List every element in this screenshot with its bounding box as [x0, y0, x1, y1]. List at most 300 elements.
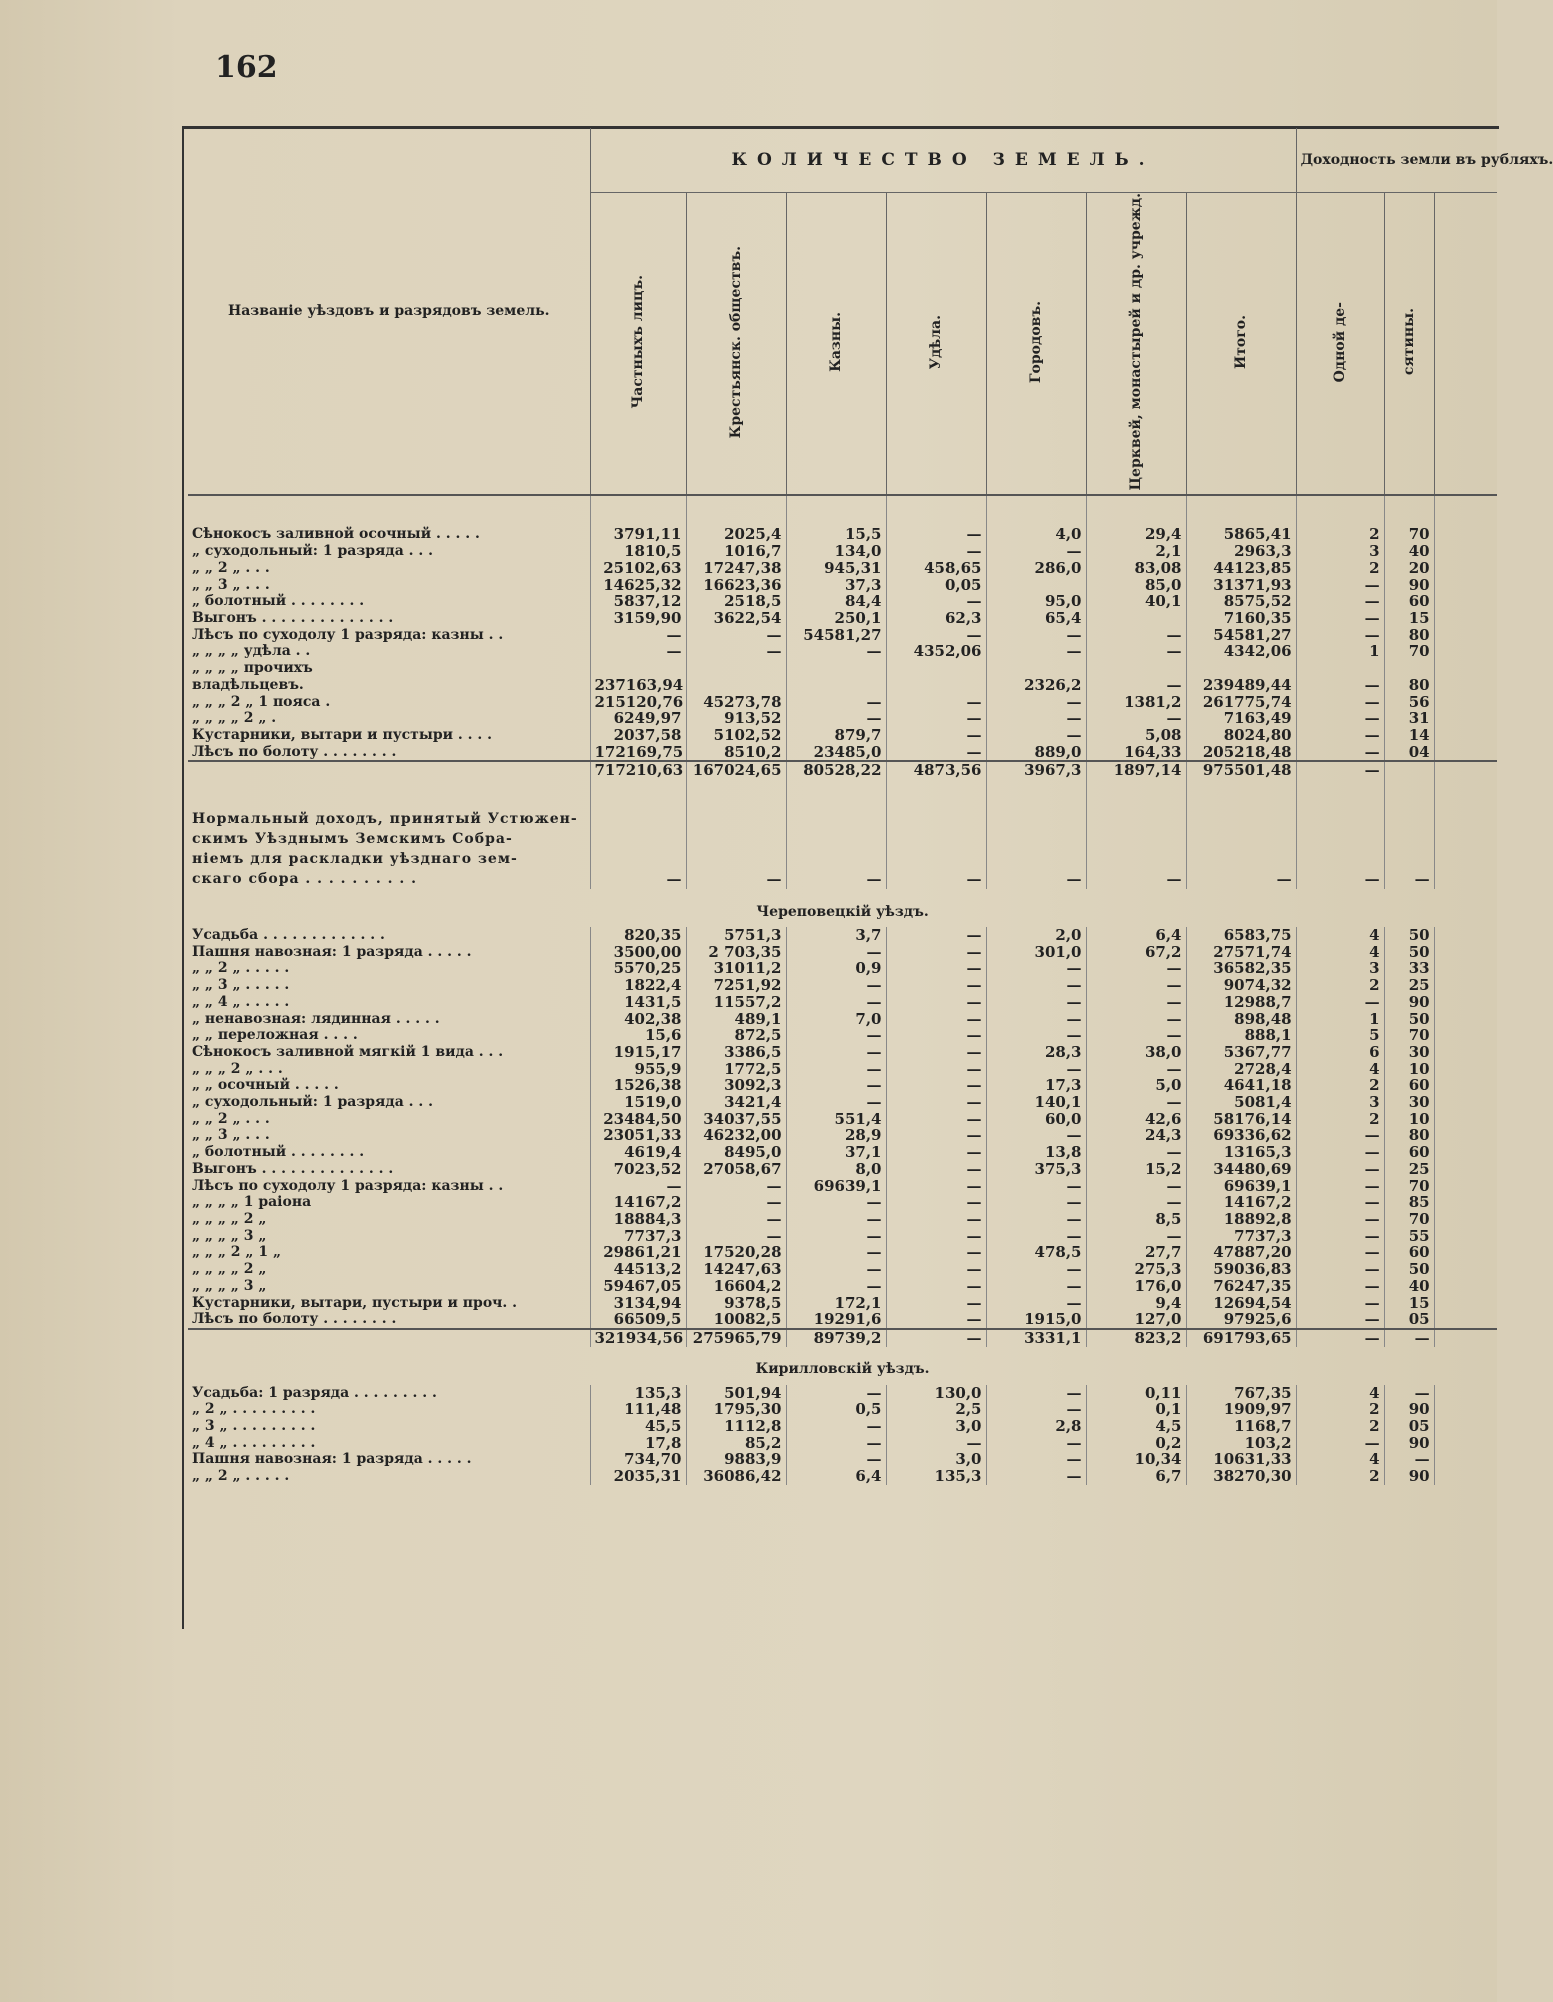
table-cell: 45,5 — [590, 1418, 686, 1435]
table-cell — [1434, 643, 1497, 660]
table-cell — [786, 809, 886, 829]
table-cell: 40 — [1384, 543, 1434, 560]
table-cell: — — [1186, 869, 1296, 889]
table-cell: — — [786, 944, 886, 961]
table-cell: — — [886, 1211, 986, 1228]
table-cell: — — [1296, 1228, 1384, 1245]
row-label: владѣльцевъ. — [192, 676, 304, 693]
table-cell: 4873,56 — [886, 761, 986, 779]
table-cell: 15,6 — [590, 1027, 686, 1044]
table-row — [188, 593, 1497, 610]
header-col-income-kop: сятины. — [1384, 193, 1434, 496]
table-cell — [886, 660, 986, 677]
table-cell: — — [1384, 1385, 1434, 1402]
table-cell — [1434, 1094, 1497, 1111]
table-cell: 28,9 — [786, 1127, 886, 1144]
table-cell: 70 — [1384, 643, 1434, 660]
table-cell: — — [786, 1211, 886, 1228]
table-cell: 6249,97 — [590, 710, 686, 727]
table-cell: — — [886, 744, 986, 762]
table-cell — [1384, 809, 1434, 829]
table-cell: 135,3 — [886, 1468, 986, 1485]
table-cell: — — [986, 543, 1086, 560]
table-cell — [1296, 849, 1384, 869]
table-cell — [686, 809, 786, 829]
table-cell: 8495,0 — [686, 1144, 786, 1161]
table-cell: — — [886, 1061, 986, 1078]
table-cell: 19291,6 — [786, 1311, 886, 1329]
table-cell: 25 — [1384, 977, 1434, 994]
table-cell: — — [986, 1011, 1086, 1028]
row-label: Усадьба . . . . . . . . . . . . . — [192, 927, 385, 944]
table-cell: — — [886, 1127, 986, 1144]
table-cell: 1519,0 — [590, 1094, 686, 1111]
table-cell: — — [986, 627, 1086, 644]
table-cell: — — [786, 1261, 886, 1278]
table-cell — [1434, 593, 1497, 610]
row-label: Нормальный доходъ, принятый Устюжен- — [192, 811, 578, 828]
table-cell: 820,35 — [590, 927, 686, 944]
table-cell: 69639,1 — [1186, 1178, 1296, 1195]
table-cell: 1431,5 — [590, 994, 686, 1011]
table-cell: — — [1296, 610, 1384, 627]
table-cell: — — [786, 643, 886, 660]
table-cell: — — [986, 1385, 1086, 1402]
table-cell — [686, 677, 786, 694]
table-cell: 67,2 — [1086, 944, 1186, 961]
table-cell: 31 — [1384, 710, 1434, 727]
row-label: „ суходольный: 1 разряда . . . — [192, 1094, 434, 1111]
table-cell — [1434, 1111, 1497, 1128]
table-cell — [1434, 495, 1497, 526]
table-cell — [1434, 1261, 1497, 1278]
table-cell: 44513,2 — [590, 1261, 686, 1278]
land-table — [188, 128, 1553, 1486]
table-cell: — — [886, 1244, 986, 1261]
table-cell: — — [786, 994, 886, 1011]
table-cell: 127,0 — [1086, 1311, 1186, 1329]
section-heading-row — [188, 1347, 1497, 1385]
table-cell: 66509,5 — [590, 1311, 686, 1329]
table-cell: 2728,4 — [1186, 1061, 1296, 1078]
table-cell: 90 — [1384, 1468, 1434, 1485]
table-cell: — — [1086, 677, 1186, 694]
table-cell: — — [1086, 1061, 1186, 1078]
row-label: „ ненавозная: лядинная . . . . . — [192, 1010, 440, 1027]
table-cell: — — [1296, 577, 1384, 594]
table-cell — [1434, 744, 1497, 762]
table-cell: — — [1384, 1451, 1434, 1468]
table-cell: 34480,69 — [1186, 1161, 1296, 1178]
table-cell: — — [1296, 869, 1384, 889]
table-row — [188, 1111, 1497, 1128]
table-cell: 2 703,35 — [686, 944, 786, 961]
table-cell: — — [986, 1027, 1086, 1044]
table-row — [188, 1435, 1497, 1452]
table-cell: 2025,4 — [686, 526, 786, 543]
table-cell: 30 — [1384, 1094, 1434, 1111]
table-cell — [590, 829, 686, 849]
table-cell: 5751,3 — [686, 927, 786, 944]
table-cell: 3791,11 — [590, 526, 686, 543]
table-cell: 1 — [1296, 1011, 1384, 1028]
table-cell: 10 — [1384, 1111, 1434, 1128]
table-cell: — — [986, 1261, 1086, 1278]
table-cell: 37,1 — [786, 1144, 886, 1161]
table-cell: 80 — [1384, 677, 1434, 694]
table-cell — [590, 779, 686, 809]
row-label — [188, 761, 590, 779]
table-cell — [1296, 660, 1384, 677]
table-cell: 1 — [1296, 643, 1384, 660]
table-cell: — — [986, 727, 1086, 744]
table-cell: — — [686, 643, 786, 660]
header-col-private: Частныхъ лицъ. — [590, 193, 686, 496]
row-label: „ „ 2 „ . . . . . — [192, 960, 290, 977]
header-land-quantity: КОЛИЧЕСТВО ЗЕМЕЛЬ. — [590, 128, 1296, 193]
table-cell: — — [1296, 994, 1384, 1011]
table-cell: — — [886, 1178, 986, 1195]
table-cell — [986, 779, 1086, 809]
table-cell: — — [886, 869, 986, 889]
table-cell — [1434, 1178, 1497, 1195]
table-cell: — — [786, 869, 886, 889]
table-cell: 5570,25 — [590, 960, 686, 977]
table-cell: 15,5 — [786, 526, 886, 543]
table-cell: 16623,36 — [686, 577, 786, 594]
header-income: Доходность земли въ рубляхъ. — [1296, 128, 1497, 193]
table-cell: 111,48 — [590, 1401, 686, 1418]
table-cell — [1186, 779, 1296, 809]
table-cell: — — [786, 1194, 886, 1211]
table-cell: 172,1 — [786, 1295, 886, 1312]
table-row — [188, 710, 1497, 727]
table-cell: 140,1 — [986, 1094, 1086, 1111]
row-label: Сѣнокосъ заливной мягкій 1 вида . . . — [192, 1043, 504, 1060]
row-label: „ болотный . . . . . . . . — [192, 1144, 365, 1161]
table-cell — [1434, 1278, 1497, 1295]
row-label: „ „ „ 2 „ . . . — [192, 1060, 283, 1077]
table-cell: 6,7 — [1086, 1468, 1186, 1485]
table-cell: 879,7 — [786, 727, 886, 744]
table-cell: — — [986, 977, 1086, 994]
table-cell — [1434, 1295, 1497, 1312]
table-cell — [1434, 1244, 1497, 1261]
table-cell: 10082,5 — [686, 1311, 786, 1329]
table-cell: — — [686, 1228, 786, 1245]
table-cell: 14 — [1384, 727, 1434, 744]
table-cell: 0,05 — [886, 577, 986, 594]
table-row — [188, 727, 1497, 744]
table-cell: 15,2 — [1086, 1161, 1186, 1178]
table-cell — [1384, 779, 1434, 809]
table-cell: 15 — [1384, 610, 1434, 627]
table-cell: 1016,7 — [686, 543, 786, 560]
table-cell: — — [886, 994, 986, 1011]
table-row — [188, 977, 1497, 994]
table-row — [188, 627, 1497, 644]
table-cell: 4 — [1296, 1061, 1384, 1078]
table-cell: 2963,3 — [1186, 543, 1296, 560]
table-cell: 8,0 — [786, 1161, 886, 1178]
table-row — [188, 1211, 1497, 1228]
row-label: „ „ „ „ 3 „ — [192, 1227, 267, 1244]
table-cell: — — [786, 1061, 886, 1078]
table-cell: 80528,22 — [786, 761, 886, 779]
table-cell: 18884,3 — [590, 1211, 686, 1228]
table-cell — [786, 677, 886, 694]
row-label: Пашня навозная: 1 разряда . . . . . — [192, 943, 472, 960]
table-cell: 46232,00 — [686, 1127, 786, 1144]
table-cell: — — [986, 1468, 1086, 1485]
table-cell: — — [1296, 1244, 1384, 1261]
table-cell: 20 — [1384, 560, 1434, 577]
table-cell: 62,3 — [886, 610, 986, 627]
table-cell: 54581,27 — [786, 627, 886, 644]
table-cell: — — [686, 1194, 786, 1211]
table-cell: 286,0 — [986, 560, 1086, 577]
row-label: ніемъ для раскладки уѣзднаго зем- — [192, 851, 518, 868]
table-cell: 4 — [1296, 1385, 1384, 1402]
table-cell: 29861,21 — [590, 1244, 686, 1261]
header-col-churches: Церквей, монастырей и др. учрежд. — [1086, 193, 1186, 496]
table-cell: — — [886, 1278, 986, 1295]
table-cell: 60 — [1384, 1244, 1434, 1261]
table-cell: — — [786, 1228, 886, 1245]
table-cell: 4641,18 — [1186, 1077, 1296, 1094]
table-cell: — — [1086, 643, 1186, 660]
table-cell — [1086, 829, 1186, 849]
table-cell: — — [590, 1178, 686, 1195]
table-cell: 85 — [1384, 1194, 1434, 1211]
table-cell: 717210,63 — [590, 761, 686, 779]
row-label: Усадьба: 1 разряда . . . . . . . . . — [192, 1384, 437, 1401]
table-cell — [1434, 1011, 1497, 1028]
table-cell — [1434, 1194, 1497, 1211]
table-cell: — — [986, 1401, 1086, 1418]
table-row — [188, 1027, 1497, 1044]
table-cell: — — [886, 944, 986, 961]
table-cell: 7737,3 — [1186, 1228, 1296, 1245]
table-cell — [786, 849, 886, 869]
table-cell: — — [1086, 1011, 1186, 1028]
table-cell: — — [1296, 1278, 1384, 1295]
table-cell: 24,3 — [1086, 1127, 1186, 1144]
table-cell — [590, 849, 686, 869]
header-col-towns: Городовъ. — [986, 193, 1086, 496]
table-cell: 1381,2 — [1086, 694, 1186, 711]
table-cell: 04 — [1384, 744, 1434, 762]
table-cell: 2 — [1296, 1401, 1384, 1418]
table-cell: 17520,28 — [686, 1244, 786, 1261]
table-cell: — — [1086, 960, 1186, 977]
table-cell: — — [1296, 727, 1384, 744]
table-cell: 402,38 — [590, 1011, 686, 1028]
table-cell: — — [886, 543, 986, 560]
table-cell: 16604,2 — [686, 1278, 786, 1295]
table-cell — [886, 849, 986, 869]
row-label: „ „ переложная . . . . — [192, 1027, 358, 1044]
table-row — [188, 526, 1497, 543]
table-cell: 7163,49 — [1186, 710, 1296, 727]
table-cell: 30 — [1384, 1044, 1434, 1061]
table-cell: — — [986, 1228, 1086, 1245]
row-label: „ „ 4 „ . . . . . — [192, 993, 290, 1010]
header-col-treasury: Казны. — [786, 193, 886, 496]
table-cell: — — [786, 977, 886, 994]
table-cell — [1296, 779, 1384, 809]
table-cell — [686, 495, 786, 526]
table-cell: — — [1384, 869, 1434, 889]
table-cell: — — [786, 1077, 886, 1094]
table-cell — [590, 660, 686, 677]
table-cell: — — [886, 1161, 986, 1178]
table-cell: 3967,3 — [986, 761, 1086, 779]
table-row — [188, 1011, 1497, 1028]
row-label — [188, 779, 590, 809]
table-row — [188, 1401, 1497, 1418]
table-cell — [686, 829, 786, 849]
table-cell: 90 — [1384, 1401, 1434, 1418]
table-cell: 3 — [1296, 1094, 1384, 1111]
table-cell: 45273,78 — [686, 694, 786, 711]
table-row — [188, 1228, 1497, 1245]
row-label: „ 4 „ . . . . . . . . . — [192, 1434, 316, 1451]
table-cell: — — [1296, 1295, 1384, 1312]
table-cell: 955,9 — [590, 1061, 686, 1078]
table-cell: 4619,4 — [590, 1144, 686, 1161]
table-cell: 734,70 — [590, 1451, 686, 1468]
row-label: Лѣсъ по суходолу 1 разряда: казны . . — [192, 1177, 504, 1194]
row-label: „ „ „ „ 2 „ — [192, 1261, 267, 1278]
table-cell — [1434, 849, 1497, 869]
table-cell — [886, 809, 986, 829]
table-cell: 50 — [1384, 1011, 1434, 1028]
table-cell: 3386,5 — [686, 1044, 786, 1061]
table-cell: 2518,5 — [686, 593, 786, 610]
table-row — [188, 1127, 1497, 1144]
district-heading: Череповецкій уѣздъ. — [756, 903, 929, 920]
table-cell — [1434, 1385, 1497, 1402]
table-cell: 3622,54 — [686, 610, 786, 627]
table-cell: — — [986, 643, 1086, 660]
table-cell: 4 — [1296, 944, 1384, 961]
table-cell: — — [686, 1178, 786, 1195]
table-cell — [1434, 1161, 1497, 1178]
table-cell: 275965,79 — [686, 1329, 786, 1347]
table-cell: — — [986, 1127, 1086, 1144]
table-cell: 6583,75 — [1186, 927, 1296, 944]
table-cell — [1384, 660, 1434, 677]
table-cell — [1186, 829, 1296, 849]
table-cell: 85,0 — [1086, 577, 1186, 594]
table-cell: 8510,2 — [686, 744, 786, 762]
table-cell — [1384, 495, 1434, 526]
table-cell: 2,8 — [986, 1418, 1086, 1435]
table-cell: 37,3 — [786, 577, 886, 594]
table-cell: — — [886, 1077, 986, 1094]
table-cell: — — [1086, 977, 1186, 994]
table-cell — [1086, 849, 1186, 869]
table-cell: 1112,8 — [686, 1418, 786, 1435]
table-cell: — — [886, 1261, 986, 1278]
table-cell: 8575,52 — [1186, 593, 1296, 610]
table-row — [188, 643, 1497, 660]
table-row — [188, 1061, 1497, 1078]
table-cell: 889,0 — [986, 744, 1086, 762]
table-cell: 27058,67 — [686, 1161, 786, 1178]
table-cell — [986, 829, 1086, 849]
table-cell — [986, 849, 1086, 869]
table-cell — [1186, 809, 1296, 829]
table-cell: — — [686, 869, 786, 889]
table-cell — [1434, 960, 1497, 977]
table-cell: 176,0 — [1086, 1278, 1186, 1295]
row-label: Сѣнокосъ заливной осочный . . . . . — [192, 526, 480, 543]
table-cell: 1795,30 — [686, 1401, 786, 1418]
table-cell — [1296, 495, 1384, 526]
table-row — [188, 1094, 1497, 1111]
table-cell: — — [986, 994, 1086, 1011]
table-cell — [1086, 610, 1186, 627]
table-cell: 9,4 — [1086, 1295, 1186, 1312]
table-cell: 44123,85 — [1186, 560, 1296, 577]
table-cell: — — [786, 694, 886, 711]
table-cell: 10 — [1384, 1061, 1434, 1078]
header-name: Названіе уѣздовъ и разрядовъ земель. — [188, 128, 590, 495]
table-cell: — — [986, 1194, 1086, 1211]
table-row — [188, 829, 1497, 849]
table-cell: 375,3 — [986, 1161, 1086, 1178]
table-cell: 50 — [1384, 944, 1434, 961]
table-cell: 12694,54 — [1186, 1295, 1296, 1312]
table-cell: — — [886, 977, 986, 994]
table-cell — [1434, 677, 1497, 694]
table-cell — [1086, 779, 1186, 809]
table-cell — [590, 809, 686, 829]
table-cell: — — [886, 960, 986, 977]
row-label: „ „ 2 „ . . . . . — [192, 1468, 290, 1485]
table-cell: 1909,97 — [1186, 1401, 1296, 1418]
table-cell: 14625,32 — [590, 577, 686, 594]
table-cell: 478,5 — [986, 1244, 1086, 1261]
table-cell: 13,8 — [986, 1144, 1086, 1161]
table-cell — [1434, 1435, 1497, 1452]
table-cell: 55 — [1384, 1228, 1434, 1245]
table-cell: 5,0 — [1086, 1077, 1186, 1094]
table-cell — [1434, 727, 1497, 744]
table-cell: 4,5 — [1086, 1418, 1186, 1435]
table-cell: 1772,5 — [686, 1061, 786, 1078]
table-cell: 25 — [1384, 1161, 1434, 1178]
table-row — [188, 744, 1497, 762]
table-cell: 0,9 — [786, 960, 886, 977]
table-cell: 80 — [1384, 627, 1434, 644]
row-label — [188, 495, 590, 526]
header-col-cut — [1434, 193, 1497, 496]
table-cell: — — [986, 1295, 1086, 1312]
table-cell: 551,4 — [786, 1111, 886, 1128]
table-cell: 7737,3 — [590, 1228, 686, 1245]
table-cell: 2 — [1296, 560, 1384, 577]
header-col-peasant: Крестьянск. обществъ. — [686, 193, 786, 496]
table-cell: 1168,7 — [1186, 1418, 1296, 1435]
table-cell — [1186, 660, 1296, 677]
table-row — [188, 809, 1497, 829]
table-cell: — — [986, 869, 1086, 889]
row-label: Выгонъ . . . . . . . . . . . . . . — [192, 610, 394, 626]
table-cell: 60 — [1384, 593, 1434, 610]
